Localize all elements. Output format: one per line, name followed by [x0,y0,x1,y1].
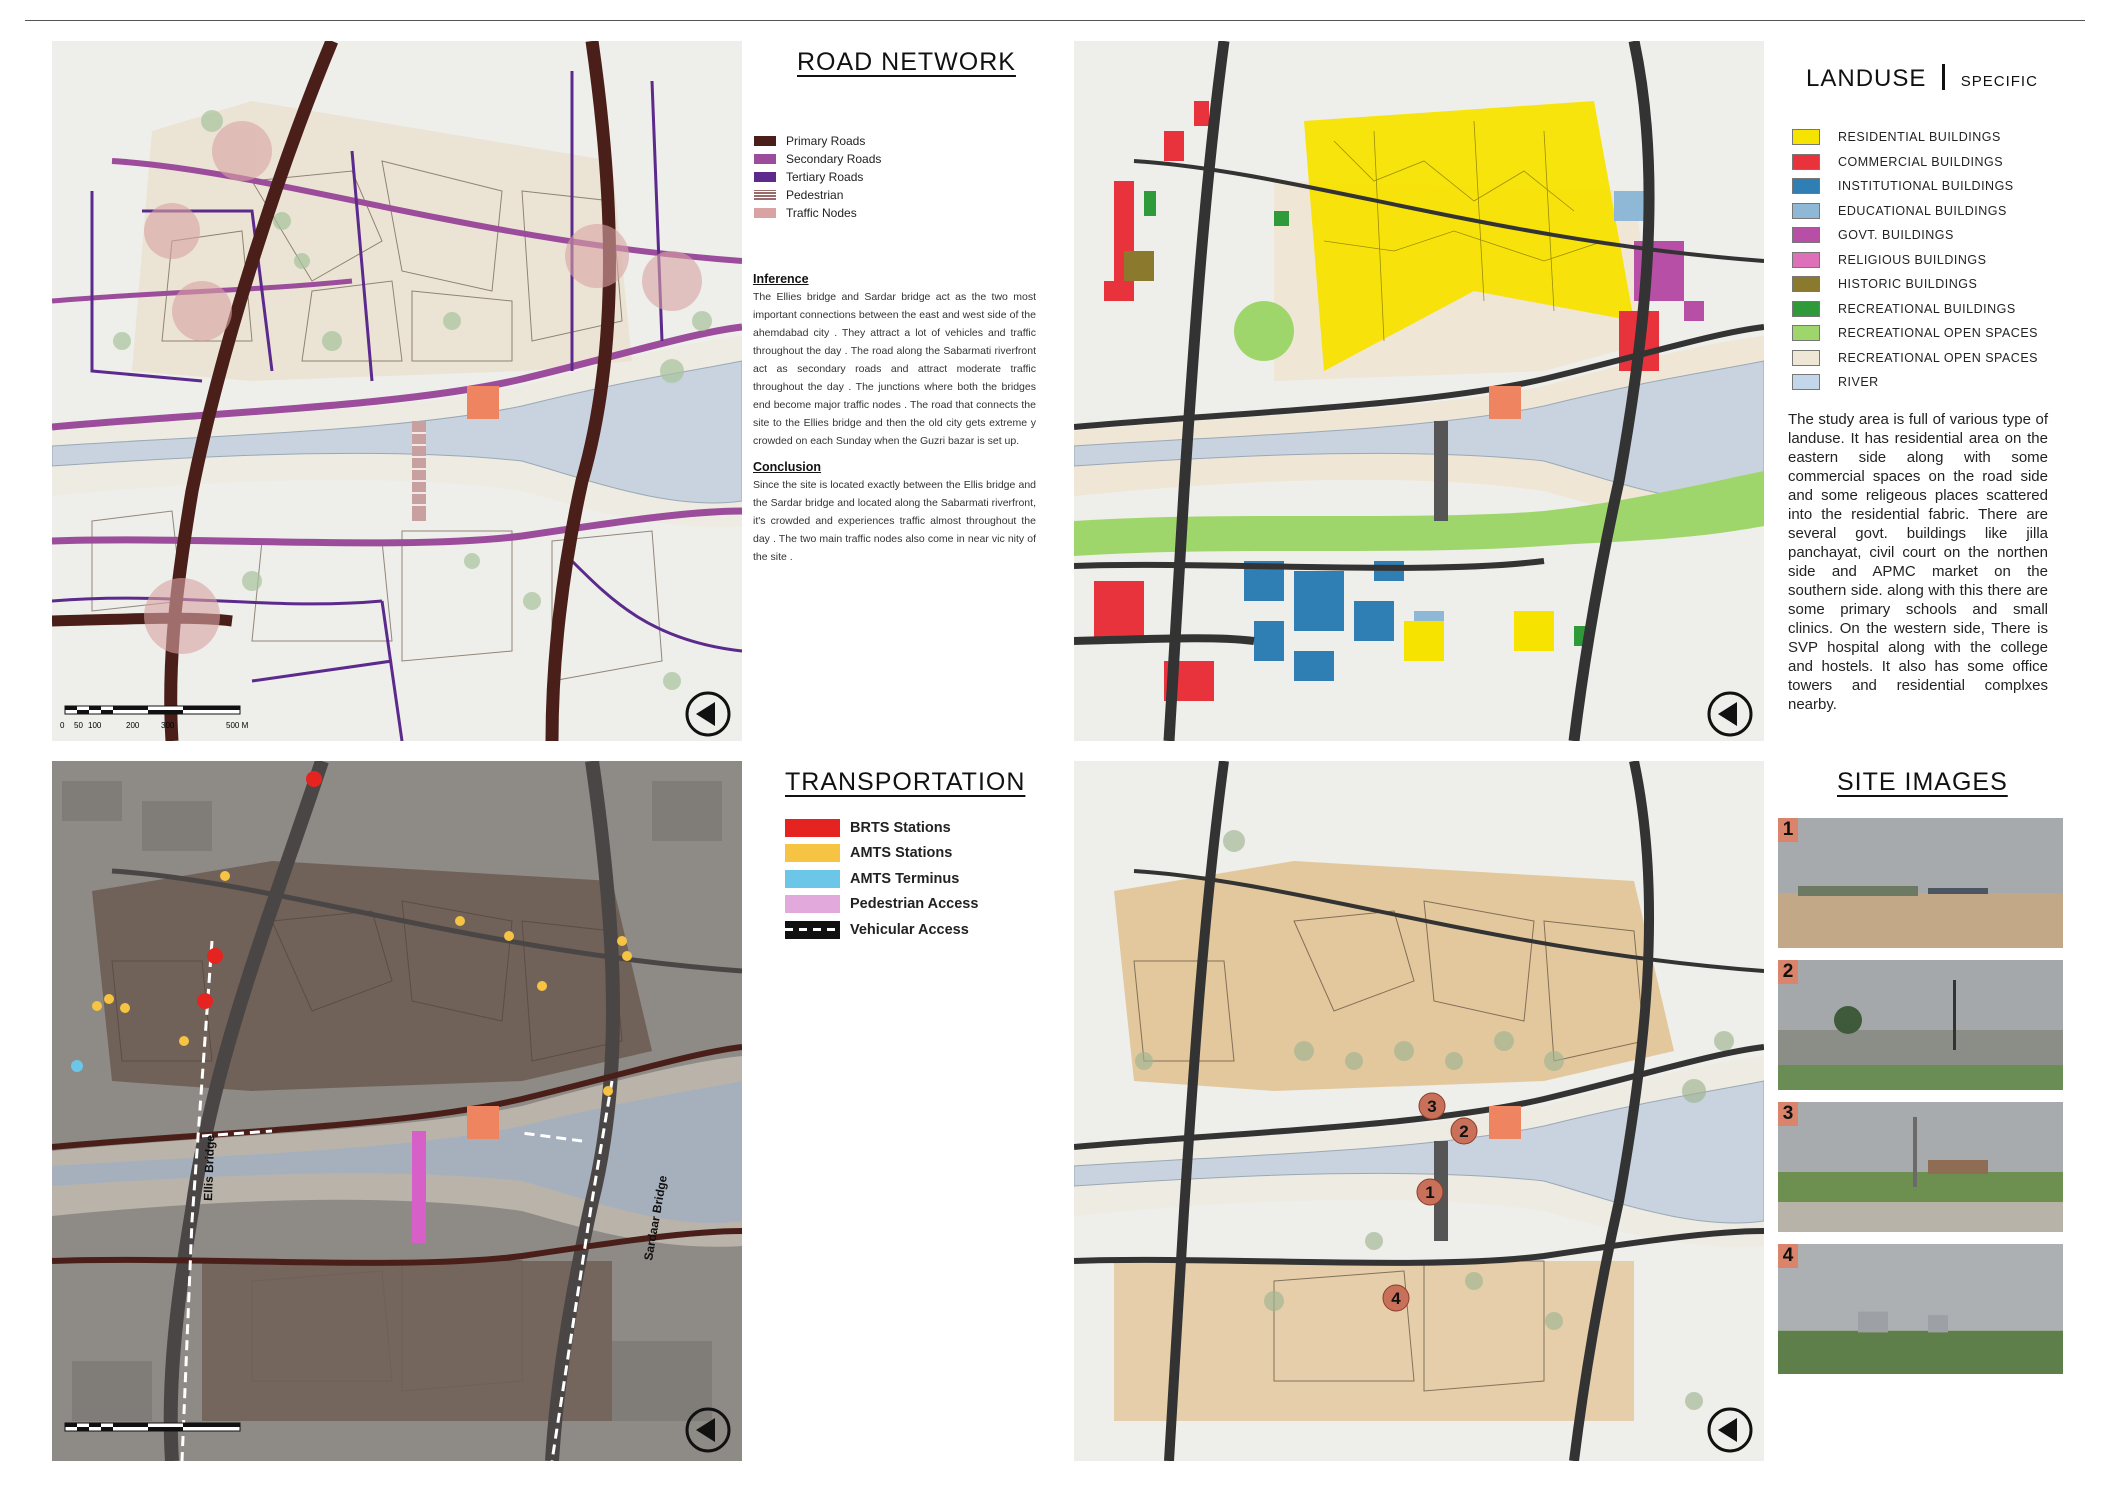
transportation-svg [52,761,742,1461]
north-arrow-icon [1705,689,1755,739]
landuse-legend [1792,125,2038,395]
legend-label: Secondary Roads [786,152,882,166]
inference-heading: Inference [753,272,809,286]
scale-tick: 100 [88,721,102,730]
page-top-rule [25,20,2085,21]
legend-swatch [1792,129,1820,145]
site-marker-label: 2 [1459,1122,1469,1141]
scale-tick: 0 [60,721,65,730]
transportation-legend [785,815,978,943]
site-photo-number: 2 [1778,960,1798,984]
road-network-map[interactable] [52,41,742,741]
legend-swatch [1792,227,1820,243]
legend-item [754,150,881,168]
site-locations-map[interactable] [1074,761,1764,1461]
legend-item [1792,248,2038,273]
legend-label: RESIDENTIAL BUILDINGS [1838,130,2001,145]
transportation-title: TRANSPORTATION [785,768,1026,796]
inference-text: The Ellies bridge and Sardar bridge act as the two most important connections between the east and west side of the ahemdabad city . They attract a lot of vehicles and traffic throughout the day . The road along the Sabarmati riverfront act as secondary roads and attract moderate traffic throughout the day . The junctions where both the bridges end become major traffic nodes . The road that connects the site to the Ellies bridge and then the old city gets extreme y crowded on each Sunday when the Guzri bazar is set up. [753,291,1036,447]
site-images-title: SITE IMAGES [1837,768,2008,796]
legend-item [1792,174,2038,199]
site-photo-number: 3 [1778,1102,1798,1126]
legend-swatch [1792,325,1820,341]
site-photo-2-image [1778,960,2063,1090]
legend-item [785,892,978,918]
legend-item [785,841,978,867]
legend-swatch [1792,276,1820,292]
legend-item [754,132,881,150]
legend-item [754,186,881,204]
legend-swatch [1792,301,1820,317]
legend-label: RIVER [1838,375,1879,390]
legend-swatch [785,844,840,862]
legend-swatch [754,190,776,200]
bridge-label: Ellis Bridge [201,1134,218,1202]
legend-label: EDUCATIONAL BUILDINGS [1838,203,2007,218]
legend-label: RECREATIONAL BUILDINGS [1838,301,2016,316]
landuse-description: The study area is full of various type of landuse. It has residential area on the eastern side along with some commercial spaces on the road side and some religeous places scattered into the residential fabric. There are several govt. buildings like jilla panchayat, civil court on the northen side and APMC market on the southern side. along with this there are some primary schools and small clinics. On the western side, There is SVP hospital along with the college and hostels. It also has some office towers and residential complxes nearby. [1788,411,2048,713]
site-marker-label: 1 [1425,1183,1435,1202]
inference-block [753,270,1036,566]
site-photo[interactable] [1778,960,2063,1090]
scale-tick: 300 [161,721,175,730]
landuse-title [1806,64,2038,93]
legend-item [1792,346,2038,371]
north-arrow-icon [683,1405,733,1455]
site-photo-number: 1 [1778,818,1798,842]
legend-swatch [785,921,840,939]
site-photo-1-image [1778,818,2063,948]
title-divider [1942,64,1945,90]
legend-label: RECREATIONAL OPEN SPACES [1838,326,2039,341]
legend-label: Pedestrian [786,188,844,202]
scale-bar [60,703,260,733]
site-photo[interactable] [1778,1244,2063,1374]
legend-label: GOVT. BUILDINGS [1838,228,1954,243]
legend-label: Primary Roads [786,134,866,148]
landuse-map[interactable] [1074,41,1764,741]
road-network-svg [52,41,742,741]
legend-swatch [785,895,840,913]
site-photo-3-image [1778,1102,2063,1232]
north-arrow-icon [683,689,733,739]
legend-swatch [754,172,776,182]
legend-item [785,815,978,841]
north-arrow-icon [1705,1405,1755,1455]
legend-label: RECREATIONAL OPEN SPACES [1838,350,2039,365]
legend-swatch [754,208,776,218]
scale-tick: 500 M [226,721,249,730]
legend-swatch [1792,154,1820,170]
legend-swatch [1792,374,1820,390]
legend-label: BRTS Stations [850,819,951,836]
legend-label: COMMERCIAL BUILDINGS [1838,154,2004,169]
legend-item [1792,297,2038,322]
legend-item [1792,370,2038,395]
legend-swatch [754,136,776,146]
legend-label: AMTS Terminus [850,870,960,887]
legend-item [1792,150,2038,175]
legend-label: HISTORIC BUILDINGS [1838,277,1978,292]
legend-swatch [1792,350,1820,366]
transportation-map[interactable] [52,761,742,1461]
landuse-title-text: LANDUSE [1806,65,1927,92]
legend-swatch [1792,178,1820,194]
site-photo-4-image [1778,1244,2063,1374]
legend-item [1792,125,2038,150]
legend-item [1792,272,2038,297]
bridge-label: Sardaar Bridge [641,1174,670,1262]
legend-swatch [1792,252,1820,268]
scale-tick: 200 [126,721,140,730]
legend-item [785,866,978,892]
legend-label: Vehicular Access [850,921,969,938]
legend-item [754,204,881,222]
site-photo-number: 4 [1778,1244,1798,1268]
site-photo[interactable] [1778,818,2063,948]
legend-label: Pedestrian Access [850,896,979,913]
legend-swatch [1792,203,1820,219]
legend-item [785,917,978,943]
legend-item [1792,199,2038,224]
scale-bar [60,1420,260,1450]
site-marker-label: 3 [1427,1097,1437,1116]
site-photo[interactable] [1778,1102,2063,1232]
legend-swatch [785,870,840,888]
road-network-title: ROAD NETWORK [797,48,1016,76]
legend-item [754,168,881,186]
legend-item [1792,321,2038,346]
legend-label: AMTS Stations [850,845,953,862]
legend-label: INSTITUTIONAL BUILDINGS [1838,179,2014,194]
road-network-legend [754,132,881,222]
legend-label: Tertiary Roads [786,170,864,184]
legend-label: RELIGIOUS BUILDINGS [1838,252,1987,267]
landuse-svg [1074,41,1764,741]
conclusion-text: Since the site is located exactly between the Ellis bridge and the Sardar bridge and located along the Sabarmati riverfront, it's crowded and experiences traffic almost throughout the day . The two main traffic nodes also come in near vic nity of the site . [753,479,1036,563]
legend-label: Traffic Nodes [786,206,857,220]
scale-tick: 50 [74,721,83,730]
landuse-subtitle: SPECIFIC [1960,73,2038,90]
legend-swatch [754,154,776,164]
legend-swatch [785,819,840,837]
legend-item [1792,223,2038,248]
site-locations-svg [1074,761,1764,1461]
conclusion-heading: Conclusion [753,460,822,474]
site-marker-label: 4 [1391,1289,1401,1308]
